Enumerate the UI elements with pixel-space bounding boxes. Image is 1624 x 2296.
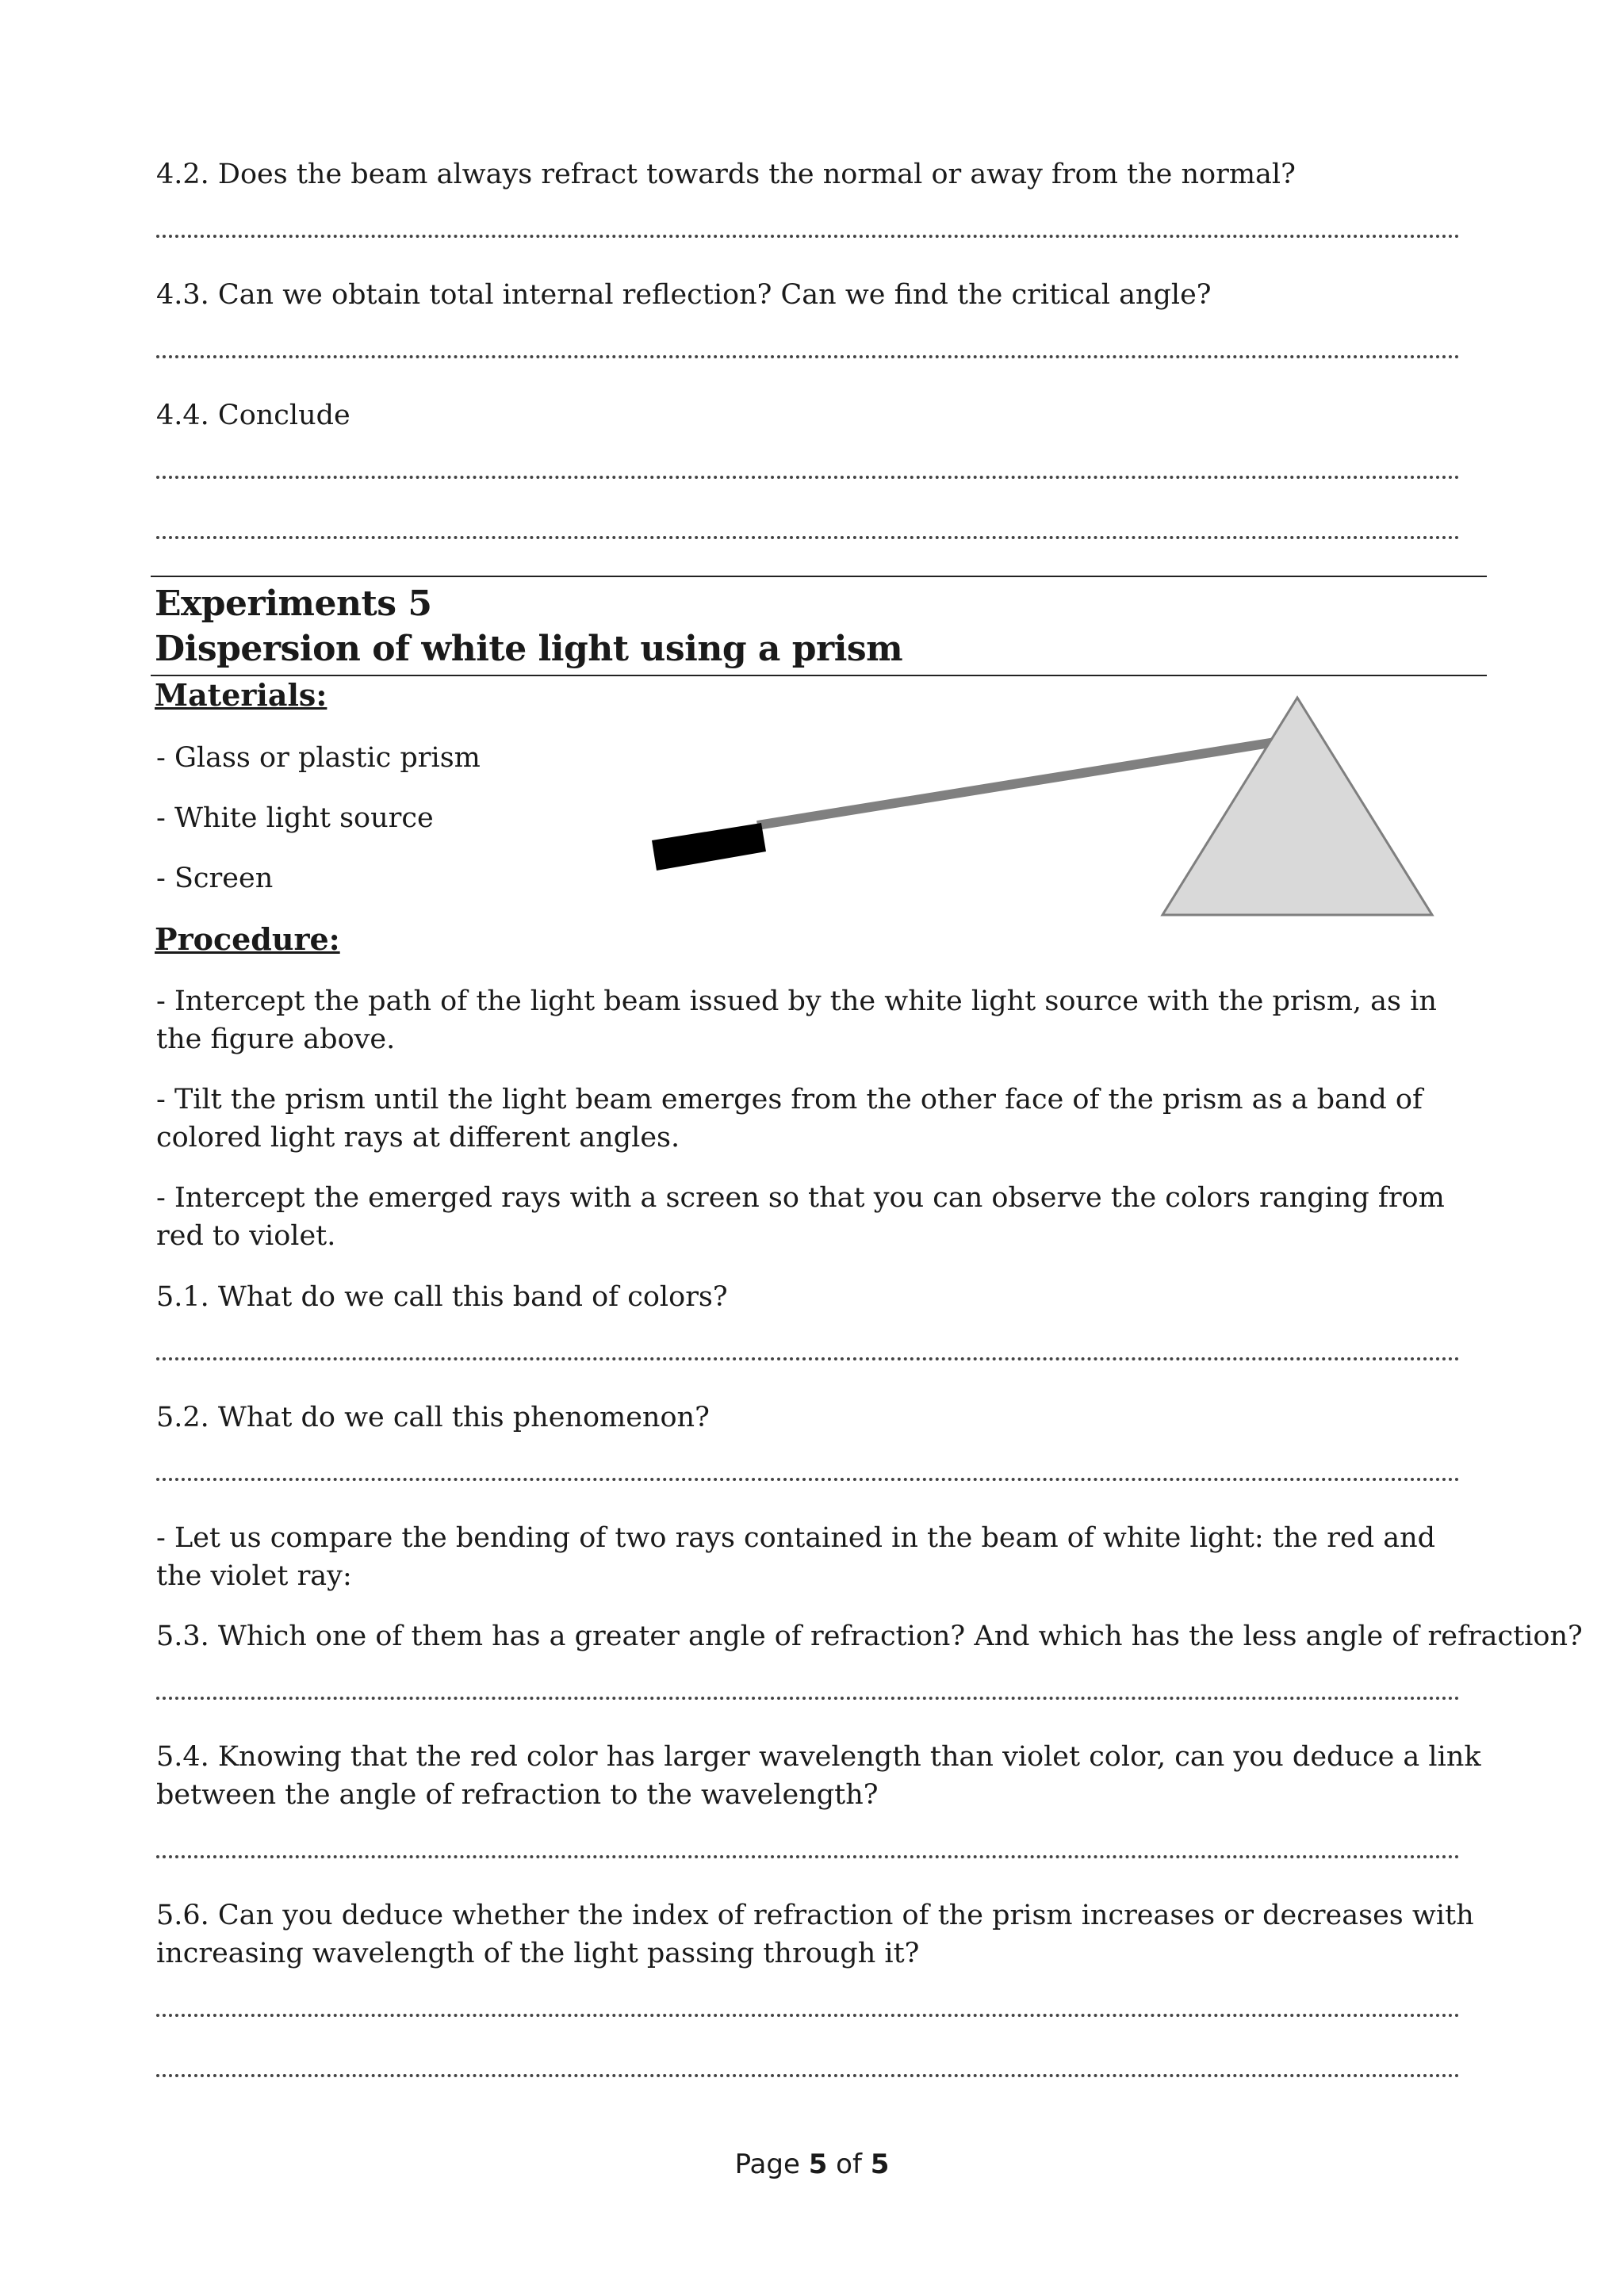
- question-4-2: 4.2. Does the beam always refract towards the normal or away from the normal?: [156, 159, 1296, 190]
- question-4-3: 4.3. Can we obtain total internal reflection? Can we find the critical angle?: [156, 279, 1212, 311]
- answer-line: [156, 355, 1460, 358]
- procedure-heading: Procedure:: [155, 921, 340, 957]
- page-total: 5: [870, 2149, 890, 2180]
- materials-heading: Materials:: [155, 677, 327, 713]
- answer-line: [156, 536, 1460, 539]
- question-5-3: 5.3. Which one of them has a greater angle of refraction? And which has the less angle of refraction?: [156, 1621, 1583, 1652]
- material-item: - Screen: [156, 863, 274, 894]
- experiment-subtitle: Dispersion of white light using a prism: [155, 629, 903, 669]
- section-divider-bottom: [151, 675, 1487, 676]
- answer-line: [156, 1357, 1460, 1360]
- experiment-title: Experiments 5: [155, 584, 432, 624]
- answer-line: [156, 1478, 1460, 1481]
- material-item: - Glass or plastic prism: [156, 742, 481, 774]
- material-item: - White light source: [156, 802, 434, 834]
- question-4-4: 4.4. Conclude: [156, 400, 350, 431]
- page-current: 5: [808, 2149, 828, 2180]
- answer-line: [156, 2074, 1460, 2077]
- section-divider-top: [151, 576, 1487, 577]
- question-5-4: 5.4. Knowing that the red color has larger wavelength than violet color, can you deduce a link between the angle of refraction to the wavelength?: [156, 1741, 1481, 1811]
- answer-line: [156, 1855, 1460, 1858]
- procedure-step: - Intercept the emerged rays with a screen so that you can observe the colors ranging from red to violet.: [156, 1182, 1445, 1252]
- answer-line: [156, 235, 1460, 238]
- procedure-step: - Intercept the path of the light beam issued by the white light source with the prism, as in the figure above.: [156, 985, 1437, 1055]
- light-source: [652, 823, 766, 871]
- prism: [1162, 698, 1432, 915]
- compare-instruction: - Let us compare the bending of two rays contained in the beam of white light: the red and the violet ray:: [156, 1522, 1436, 1592]
- page-of-label: of: [836, 2149, 862, 2180]
- light-beam: [757, 742, 1275, 825]
- answer-line: [156, 1697, 1460, 1700]
- question-5-2: 5.2. What do we call this phenomenon?: [156, 1402, 710, 1433]
- answer-line: [156, 476, 1460, 479]
- page-label: Page: [734, 2149, 800, 2180]
- procedure-step: - Tilt the prism until the light beam emerges from the other face of the prism as a band of colored light rays at different angles.: [156, 1084, 1423, 1154]
- question-5-6: 5.6. Can you deduce whether the index of refraction of the prism increases or decreases with increasing wavelength of the light passing through it?: [156, 1900, 1474, 1969]
- answer-line: [156, 2014, 1460, 2017]
- page-footer: [0, 2147, 1624, 2182]
- question-5-1: 5.1. What do we call this band of colors?: [156, 1281, 728, 1313]
- prism-figure: [634, 682, 1459, 936]
